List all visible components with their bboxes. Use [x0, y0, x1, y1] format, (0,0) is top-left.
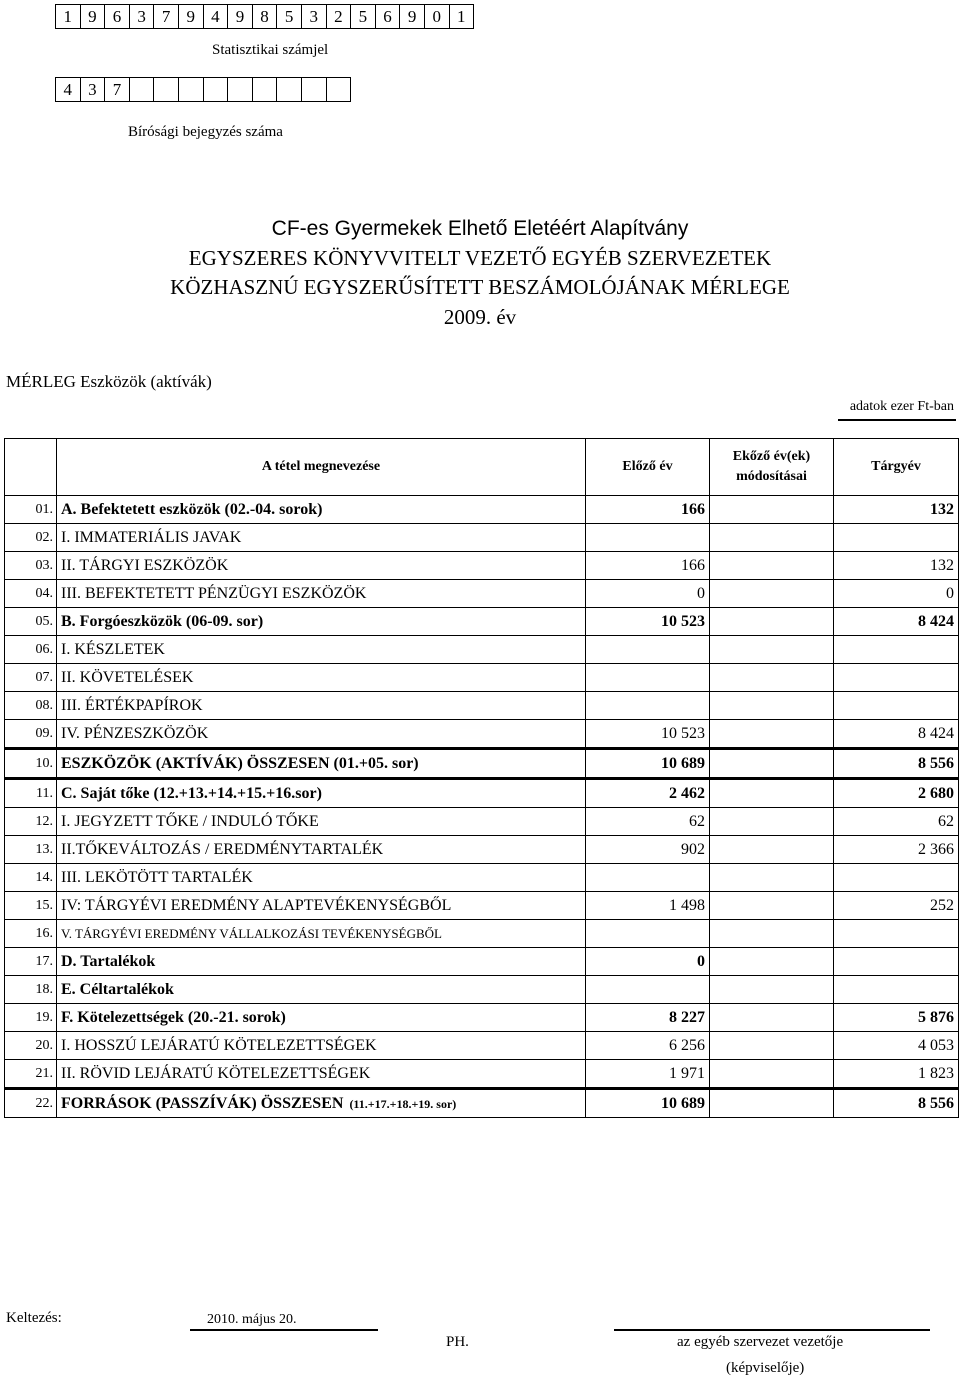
- row-label-text: V. TÁRGYÉVI EREDMÉNY VÁLLALKOZÁSI TEVÉKENYSÉGBŐL: [61, 925, 442, 941]
- prev-year-value: 1 971: [586, 1060, 710, 1089]
- court-number-digit: [276, 77, 302, 102]
- court-number-digit: [301, 77, 327, 102]
- current-year-value: 8 424: [834, 720, 959, 749]
- row-label: [57, 496, 586, 524]
- court-number-digit: 4: [55, 77, 81, 102]
- row-number: 17.: [5, 948, 57, 976]
- stat-number-digit: 2: [326, 4, 352, 29]
- current-year-value: 8 556: [834, 749, 959, 779]
- table-row: [5, 1089, 959, 1118]
- court-number-digit: 3: [80, 77, 106, 102]
- row-label: [57, 524, 586, 552]
- modification-value: [710, 692, 834, 720]
- current-year-value: 1 823: [834, 1060, 959, 1089]
- prev-year-value: [586, 976, 710, 1004]
- row-label-text: IV: TÁRGYÉVI EREDMÉNY ALAPTEVÉKENYSÉGBŐL: [61, 896, 452, 914]
- court-number-digit: [203, 77, 229, 102]
- row-label: [57, 1060, 586, 1089]
- table-row: [5, 664, 959, 692]
- current-year-value: [834, 948, 959, 976]
- current-year-value: 2 366: [834, 836, 959, 864]
- row-number: 08.: [5, 692, 57, 720]
- prev-year-value: 10 523: [586, 608, 710, 636]
- row-number: 15.: [5, 892, 57, 920]
- report-year: 2009. év: [443, 305, 517, 329]
- row-number: 22.: [5, 1089, 57, 1118]
- court-number-boxes: [56, 77, 351, 102]
- row-label-text: I. HOSSZÚ LEJÁRATÚ KÖTELEZETTSÉGEK: [61, 1036, 377, 1054]
- stat-number-digit: 8: [252, 4, 278, 29]
- prev-year-value: 0: [586, 948, 710, 976]
- prev-year-value: 6 256: [586, 1032, 710, 1060]
- row-label: [57, 864, 586, 892]
- row-label: [57, 636, 586, 664]
- header-curr: Tárgyév: [834, 439, 959, 496]
- row-label: [57, 948, 586, 976]
- modification-value: [710, 892, 834, 920]
- modification-value: [710, 948, 834, 976]
- modification-value: [710, 1060, 834, 1089]
- court-number-digit: [252, 77, 278, 102]
- row-label: [57, 1004, 586, 1032]
- row-label-text: F. Kötelezettségek (20.-21. sorok): [61, 1008, 286, 1026]
- report-title-line2: KÖZHASZNÚ EGYSZERŰSÍTETT BESZÁMOLÓJÁNAK MÉRLEGE: [170, 275, 790, 299]
- current-year-value: [834, 864, 959, 892]
- modification-value: [710, 749, 834, 779]
- header-mod: Ekőző év(ek) módosításai: [710, 439, 834, 496]
- header-name: A tétel megnevezése: [57, 439, 586, 496]
- row-label-text: A. Befektetett eszközök (02.-04. sorok): [61, 500, 323, 518]
- prev-year-value: [586, 864, 710, 892]
- row-label-text: III. ÉRTÉKPAPÍROK: [61, 696, 203, 714]
- row-number: 19.: [5, 1004, 57, 1032]
- prev-year-value: [586, 636, 710, 664]
- row-number: 14.: [5, 864, 57, 892]
- current-year-value: [834, 920, 959, 948]
- row-number: 11.: [5, 779, 57, 808]
- current-year-value: [834, 636, 959, 664]
- prev-year-value: 902: [586, 836, 710, 864]
- current-year-value: 4 053: [834, 1032, 959, 1060]
- table-row: [5, 720, 959, 749]
- table-row: [5, 864, 959, 892]
- row-number: 07.: [5, 664, 57, 692]
- current-year-value: 132: [834, 552, 959, 580]
- stat-number-digit: 4: [203, 4, 229, 29]
- court-number-caption: Bírósági bejegyzés száma: [128, 124, 283, 140]
- court-number-digit: [153, 77, 179, 102]
- stat-number-boxes: [56, 4, 474, 29]
- header-rowno: [5, 439, 57, 496]
- row-number: 12.: [5, 808, 57, 836]
- date-value: 2010. május 20.: [207, 1312, 297, 1327]
- row-number: 02.: [5, 524, 57, 552]
- modification-value: [710, 720, 834, 749]
- table-row: [5, 692, 959, 720]
- prev-year-value: 62: [586, 808, 710, 836]
- row-number: 04.: [5, 580, 57, 608]
- row-label: [57, 720, 586, 749]
- modification-value: [710, 976, 834, 1004]
- balance-sheet-table: [4, 438, 959, 1118]
- modification-value: [710, 1032, 834, 1060]
- section-heading: MÉRLEG Eszközök (aktívák): [6, 372, 212, 391]
- prev-year-value: 0: [586, 580, 710, 608]
- row-label-text: ESZKÖZÖK (AKTÍVÁK) ÖSSZESEN (01.+05. sor): [61, 754, 419, 772]
- prev-year-value: 166: [586, 552, 710, 580]
- prev-year-value: 166: [586, 496, 710, 524]
- prev-year-value: [586, 692, 710, 720]
- current-year-value: 2 680: [834, 779, 959, 808]
- modification-value: [710, 664, 834, 692]
- stat-number-digit: 9: [399, 4, 425, 29]
- current-year-value: [834, 664, 959, 692]
- row-label-text: IV. PÉNZESZKÖZÖK: [61, 724, 209, 742]
- row-number: 03.: [5, 552, 57, 580]
- stat-number-digit: 5: [350, 4, 376, 29]
- current-year-value: [834, 524, 959, 552]
- signer-title: az egyéb szervezet vezetője: [677, 1334, 844, 1350]
- current-year-value: 5 876: [834, 1004, 959, 1032]
- table-row: [5, 1032, 959, 1060]
- current-year-value: 8 424: [834, 608, 959, 636]
- signer-subtitle: (képviselője): [726, 1360, 805, 1376]
- current-year-value: [834, 976, 959, 1004]
- table-row: [5, 580, 959, 608]
- stat-number-digit: 7: [153, 4, 179, 29]
- stat-number-caption: Statisztikai számjel: [212, 42, 329, 58]
- row-label: [57, 664, 586, 692]
- stat-number-digit: 6: [104, 4, 130, 29]
- row-label: [57, 580, 586, 608]
- row-label-text: III. LEKÖTÖTT TARTALÉK: [61, 868, 253, 886]
- table-row: [5, 976, 959, 1004]
- ph-label: PH.: [446, 1334, 469, 1350]
- row-label: [57, 976, 586, 1004]
- row-label-text: II.TŐKEVÁLTOZÁS / EREDMÉNYTARTALÉK: [61, 840, 384, 858]
- prev-year-value: 10 523: [586, 720, 710, 749]
- stat-number-digit: 5: [276, 4, 302, 29]
- row-label-text: C. Saját tőke (12.+13.+14.+15.+16.sor): [61, 784, 322, 802]
- row-label-text: II. RÖVID LEJÁRATÚ KÖTELEZETTSÉGEK: [61, 1064, 371, 1082]
- units-underline: [838, 419, 956, 421]
- row-label: [57, 1032, 586, 1060]
- date-line: [190, 1329, 378, 1331]
- modification-value: [710, 496, 834, 524]
- row-label: [57, 779, 586, 808]
- table-row: [5, 836, 959, 864]
- current-year-value: 62: [834, 808, 959, 836]
- row-label: [57, 749, 586, 779]
- modification-value: [710, 1004, 834, 1032]
- court-number-digit: [227, 77, 253, 102]
- units-note: adatok ezer Ft-ban: [849, 399, 954, 414]
- row-number: 13.: [5, 836, 57, 864]
- row-label: [57, 920, 586, 948]
- row-label: [57, 552, 586, 580]
- table-row: [5, 948, 959, 976]
- report-title-line1: EGYSZERES KÖNYVVITELT VEZETŐ EGYÉB SZERVEZETEK: [188, 246, 772, 270]
- table-row: [5, 552, 959, 580]
- modification-value: [710, 1089, 834, 1118]
- row-label-text: E. Céltartalékok: [61, 980, 174, 998]
- current-year-value: 132: [834, 496, 959, 524]
- row-label: [57, 808, 586, 836]
- row-number: 21.: [5, 1060, 57, 1089]
- row-label-text: D. Tartalékok: [61, 952, 156, 970]
- prev-year-value: [586, 920, 710, 948]
- prev-year-value: [586, 524, 710, 552]
- modification-value: [710, 808, 834, 836]
- stat-number-digit: 6: [375, 4, 401, 29]
- prev-year-value: [586, 664, 710, 692]
- prev-year-value: 10 689: [586, 1089, 710, 1118]
- table-row: [5, 779, 959, 808]
- row-label-text: B. Forgóeszközök (06-09. sor): [61, 612, 264, 630]
- row-label-text: I. KÉSZLETEK: [61, 640, 165, 658]
- row-label-text: I. JEGYZETT TŐKE / INDULÓ TŐKE: [61, 812, 319, 830]
- row-number: 09.: [5, 720, 57, 749]
- row-number: 01.: [5, 496, 57, 524]
- modification-value: [710, 580, 834, 608]
- table-row: [5, 808, 959, 836]
- row-label-text: I. IMMATERIÁLIS JAVAK: [61, 528, 242, 546]
- stat-number-digit: 9: [227, 4, 253, 29]
- row-number: 16.: [5, 920, 57, 948]
- prev-year-value: 2 462: [586, 779, 710, 808]
- table-row: [5, 524, 959, 552]
- date-label: Keltezés:: [6, 1310, 62, 1326]
- table-row: [5, 608, 959, 636]
- table-row: [5, 636, 959, 664]
- stat-number-digit: 1: [449, 4, 475, 29]
- stat-number-digit: 1: [55, 4, 81, 29]
- row-label: [57, 836, 586, 864]
- row-label: [57, 1089, 586, 1118]
- stat-number-digit: 3: [301, 4, 327, 29]
- modification-value: [710, 608, 834, 636]
- row-label-text: II. TÁRGYI ESZKÖZÖK: [61, 556, 229, 574]
- row-label-text: II. KÖVETELÉSEK: [61, 668, 194, 686]
- modification-value: [710, 836, 834, 864]
- table-row: [5, 892, 959, 920]
- court-number-digit: 7: [104, 77, 130, 102]
- modification-value: [710, 552, 834, 580]
- prev-year-value: 1 498: [586, 892, 710, 920]
- court-number-digit: [129, 77, 155, 102]
- row-label: [57, 692, 586, 720]
- row-number: 10.: [5, 749, 57, 779]
- current-year-value: [834, 692, 959, 720]
- table-row: [5, 920, 959, 948]
- row-label: [57, 892, 586, 920]
- current-year-value: 252: [834, 892, 959, 920]
- table-row: [5, 1060, 959, 1089]
- row-number: 06.: [5, 636, 57, 664]
- row-number: 20.: [5, 1032, 57, 1060]
- modification-value: [710, 779, 834, 808]
- row-number: 18.: [5, 976, 57, 1004]
- row-label-text: III. BEFEKTETETT PÉNZÜGYI ESZKÖZÖK: [61, 584, 367, 602]
- current-year-value: 8 556: [834, 1089, 959, 1118]
- org-name: CF-es Gyermekek Elhető Eletéért Alapítvány: [271, 217, 689, 240]
- stat-number-digit: 9: [178, 4, 204, 29]
- prev-year-value: 10 689: [586, 749, 710, 779]
- table-row: [5, 1004, 959, 1032]
- row-label-text: FORRÁSOK (PASSZÍVÁK) ÖSSZESEN: [61, 1094, 344, 1112]
- current-year-value: 0: [834, 580, 959, 608]
- header-prev: Előző év: [586, 439, 710, 496]
- modification-value: [710, 636, 834, 664]
- modification-value: [710, 524, 834, 552]
- row-label-suffix: (11.+17.+18.+19. sor): [349, 1096, 457, 1111]
- stat-number-digit: 0: [424, 4, 450, 29]
- prev-year-value: 8 227: [586, 1004, 710, 1032]
- table-row: [5, 496, 959, 524]
- modification-value: [710, 920, 834, 948]
- signature-line: [614, 1329, 930, 1331]
- stat-number-digit: 9: [80, 4, 106, 29]
- row-label: [57, 608, 586, 636]
- row-number: 05.: [5, 608, 57, 636]
- court-number-digit: [178, 77, 204, 102]
- stat-number-digit: 3: [129, 4, 155, 29]
- table-row: [5, 749, 959, 779]
- modification-value: [710, 864, 834, 892]
- court-number-digit: [326, 77, 352, 102]
